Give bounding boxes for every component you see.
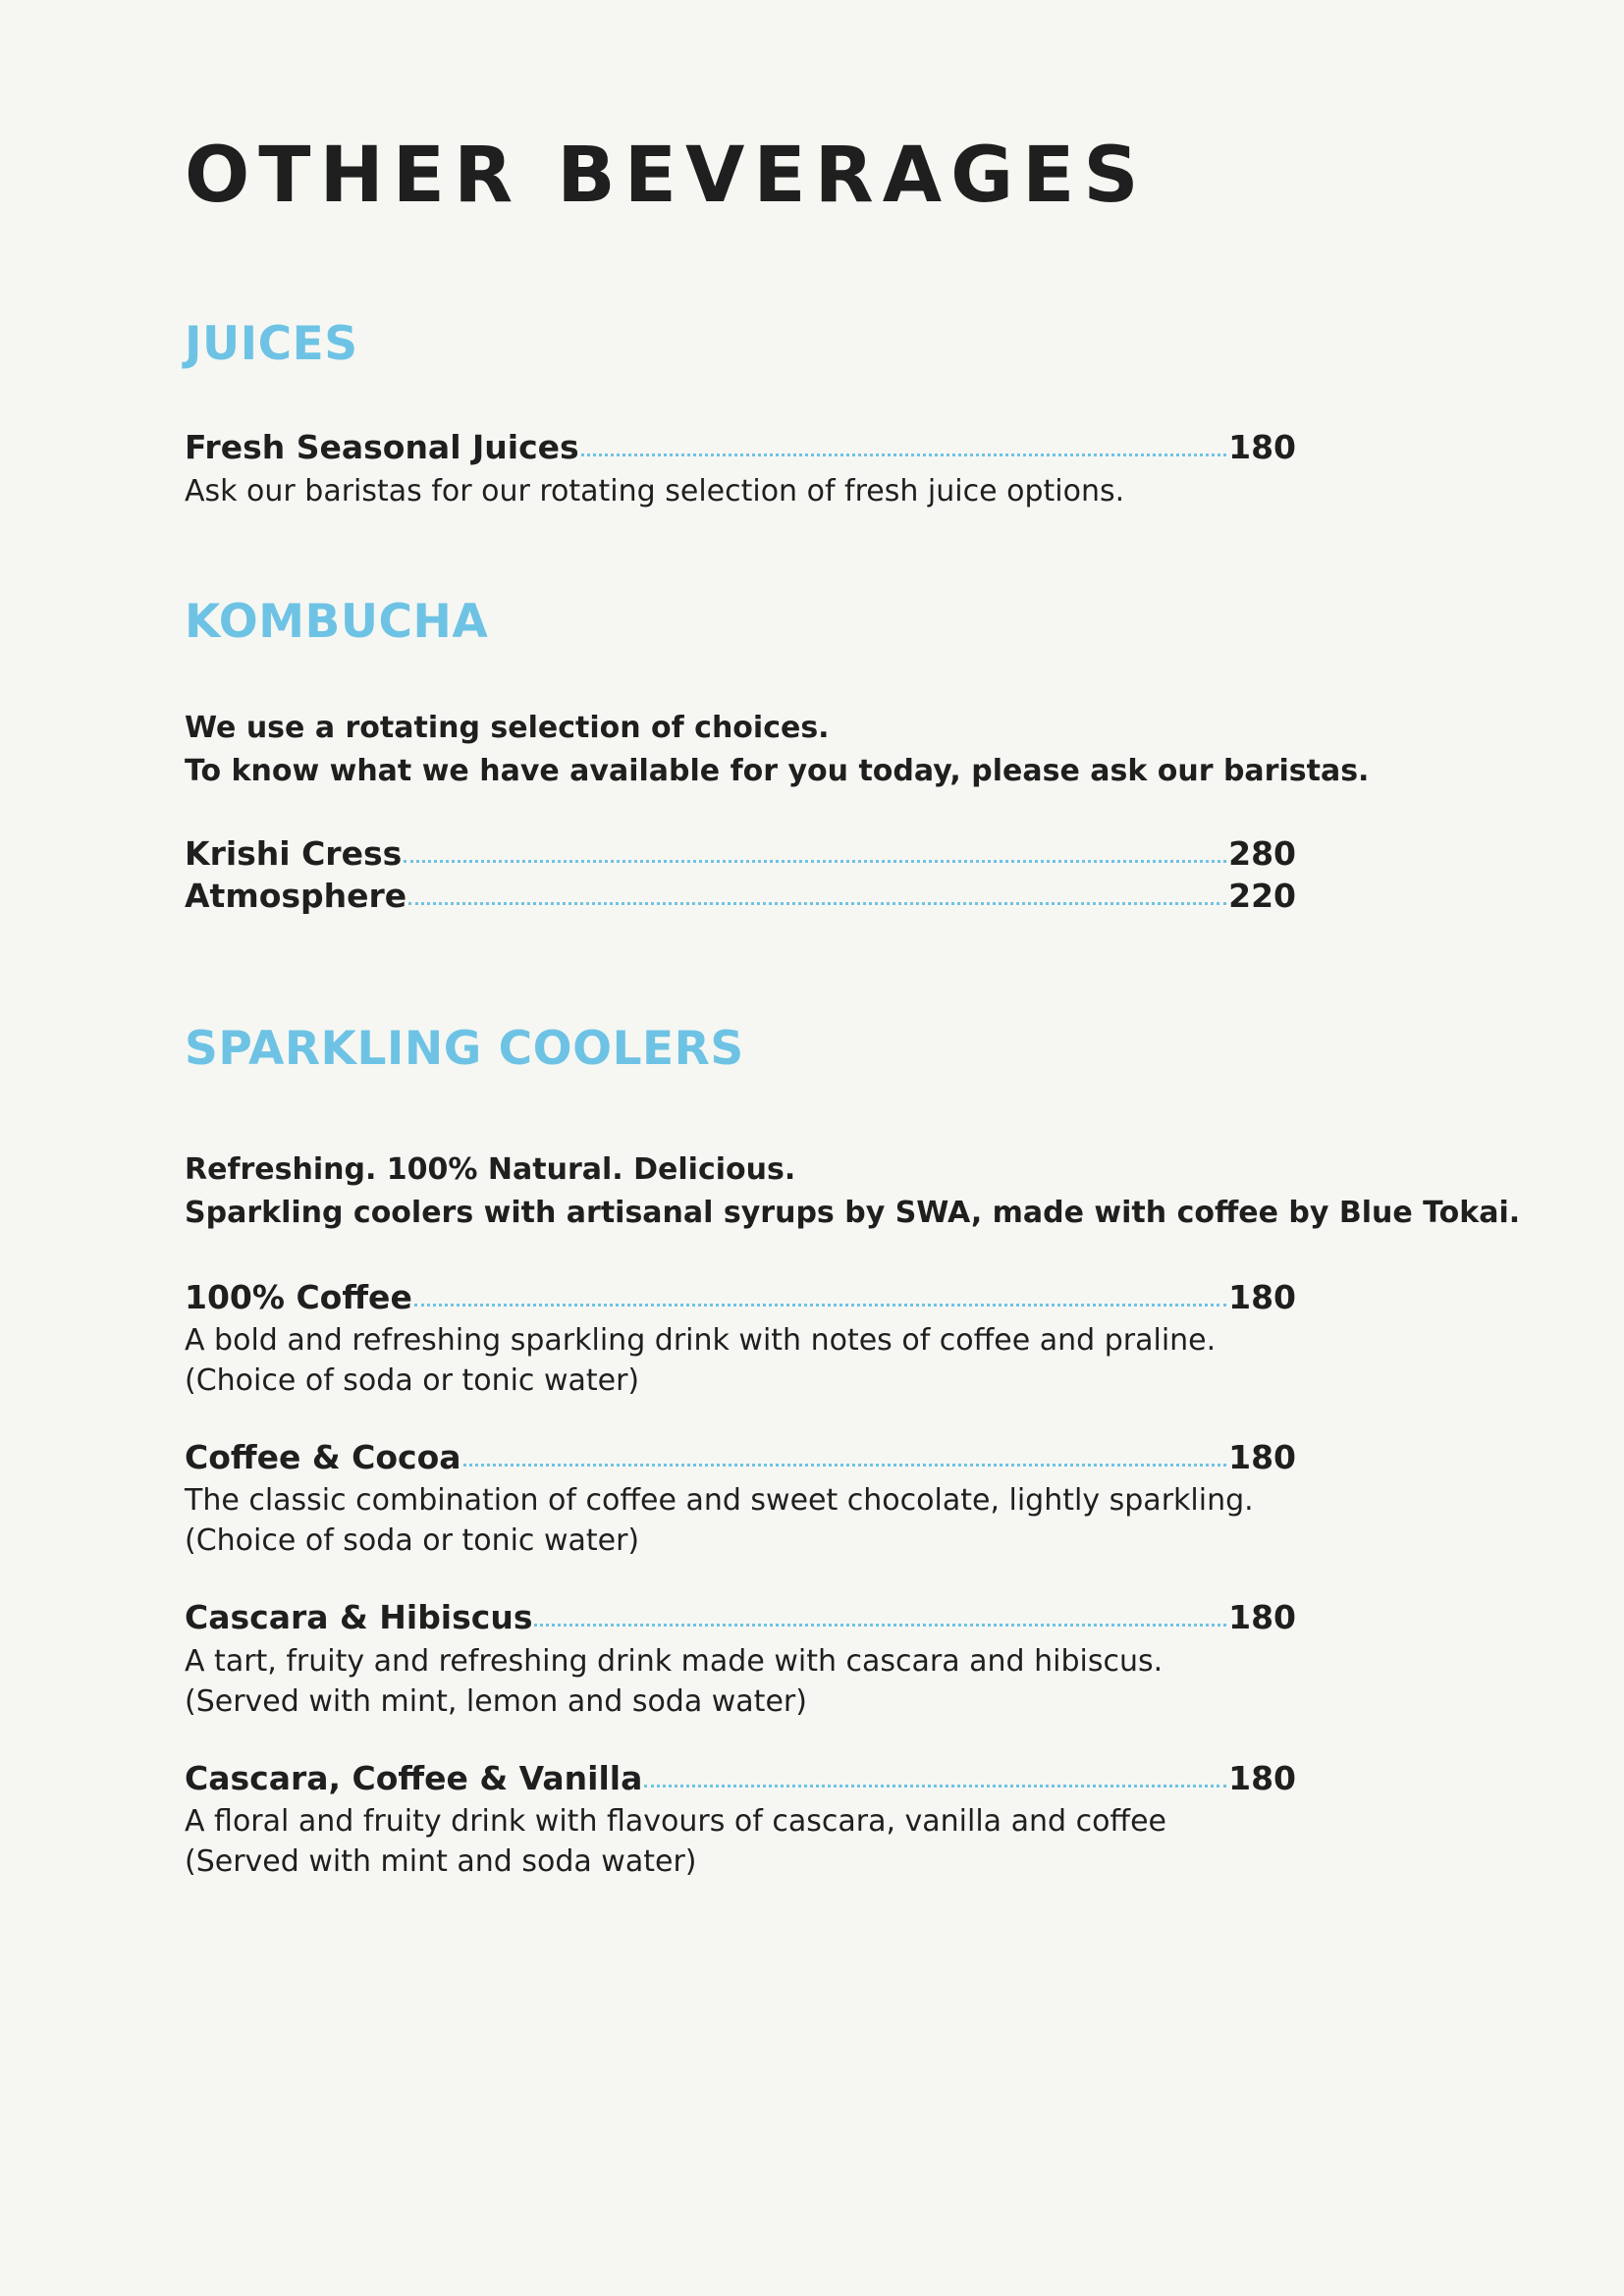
section-heading-kombucha: KOMBUCHA (185, 595, 489, 649)
section-intro-sparkling-coolers (185, 1148, 1520, 1235)
section-heading-juices: JUICES (185, 317, 358, 371)
menu-item-cascara-coffee-vanilla (185, 1759, 1296, 1798)
item-price: 180 (1228, 1598, 1296, 1636)
description-line: (Served with mint, lemon and soda water) (185, 1684, 807, 1719)
dotted-leader (404, 860, 1226, 863)
section-intro-kombucha (185, 707, 1369, 793)
dotted-leader (414, 1304, 1226, 1307)
description-line: A floral and fruity drink with flavours of cascara, vanilla and coffee (185, 1804, 1167, 1839)
description-line: Ask our baristas for our rotating selection of fresh juice options. (185, 474, 1125, 508)
dotted-leader (408, 902, 1226, 905)
item-price: 220 (1228, 877, 1296, 915)
menu-item-krishi-cress (185, 834, 1296, 874)
item-name: Coffee & Cocoa (185, 1438, 461, 1476)
description-line: (Choice of soda or tonic water) (185, 1363, 640, 1398)
intro-line: Refreshing. 100% Natural. Delicious. (185, 1152, 796, 1187)
dotted-leader (534, 1624, 1226, 1627)
item-description (185, 1480, 1254, 1561)
description-line: A tart, fruity and refreshing drink made with cascara and hibiscus. (185, 1644, 1164, 1679)
item-price: 180 (1228, 1438, 1296, 1476)
item-price: 280 (1228, 834, 1296, 873)
menu-item-cascara-hibiscus (185, 1598, 1296, 1637)
intro-line: To know what we have available for you today, please ask our baristas. (185, 754, 1370, 788)
description-line: (Served with mint and soda water) (185, 1844, 697, 1879)
item-name: Cascara & Hibiscus (185, 1598, 533, 1636)
item-price: 180 (1228, 428, 1296, 466)
item-name: Cascara, Coffee & Vanilla (185, 1759, 643, 1797)
item-description (185, 1320, 1216, 1401)
item-name: Krishi Cress (185, 834, 403, 873)
item-price: 180 (1228, 1278, 1296, 1316)
description-line: A bold and refreshing sparkling drink with notes of coffee and praline. (185, 1323, 1217, 1358)
item-description (185, 1641, 1163, 1722)
dotted-leader (581, 454, 1226, 456)
dotted-leader (644, 1785, 1226, 1788)
item-name: Atmosphere (185, 877, 407, 915)
menu-item-fresh-seasonal-juices (185, 428, 1296, 467)
intro-line: We use a rotating selection of choices. (185, 711, 830, 745)
item-price: 180 (1228, 1759, 1296, 1797)
item-name: 100% Coffee (185, 1278, 412, 1316)
menu-item-coffee-cocoa (185, 1438, 1296, 1477)
intro-line: Sparkling coolers with artisanal syrups by SWA, made with coffee by Blue Tokai. (185, 1196, 1521, 1230)
page-title: OTHER BEVERAGES (185, 132, 1148, 220)
section-heading-sparkling-coolers: SPARKLING COOLERS (185, 1022, 744, 1076)
item-description (185, 471, 1124, 511)
description-line: The classic combination of coffee and sweet chocolate, lightly sparkling. (185, 1483, 1254, 1518)
menu-item-atmosphere (185, 877, 1296, 916)
description-line: (Choice of soda or tonic water) (185, 1523, 640, 1558)
item-description (185, 1801, 1166, 1882)
item-name: Fresh Seasonal Juices (185, 428, 579, 466)
dotted-leader (463, 1464, 1227, 1467)
menu-item-100-coffee (185, 1278, 1296, 1317)
